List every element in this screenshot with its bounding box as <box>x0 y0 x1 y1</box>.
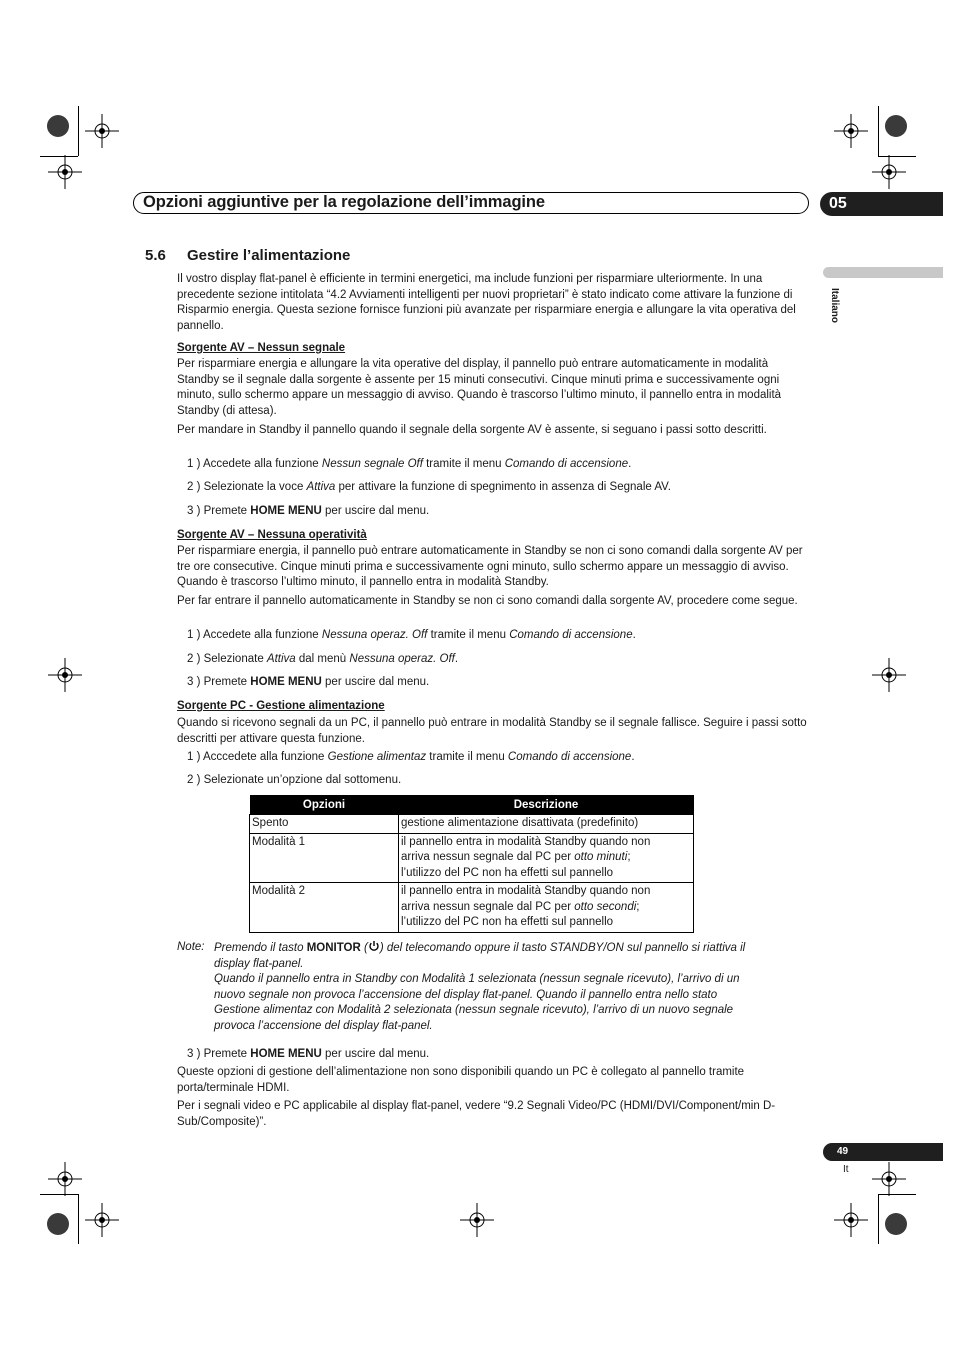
trim-line <box>40 156 78 157</box>
step-item: 3 ) Premete HOME MENU per uscire dal menu. <box>187 1048 430 1060</box>
registration-mark-icon <box>872 1162 906 1196</box>
table-row <box>250 815 694 834</box>
step-item: 1 ) Accedete alla funzione Nessuna operaz. Off tramite il menu Comando di accensione. <box>187 629 636 641</box>
description-cell: gestione alimentazione disattivata (predefinito) <box>399 815 694 834</box>
intro-paragraph: Il vostro display flat-panel è efficiente in termini energetici, ma include funzioni per risparmiare ulteriormente. In una precedente sezione intitolata “4.2 Avviamenti intelligenti per nuovi proprietari” è stato indicato come attivare la funzione di Risparmio energia. Questa sezione fornisce funzioni più avanzate per risparmiare energia e allungare la vita operativa del pannello. <box>177 273 796 332</box>
subheading-av-no-signal: Sorgente AV – Nessun segnale <box>177 342 346 354</box>
calibration-disc-icon <box>885 1213 907 1235</box>
page-language-code: It <box>843 1164 849 1175</box>
step-item: 3 ) Premete HOME MENU per uscire dal menu. <box>187 676 430 688</box>
calibration-disc-icon <box>47 1213 69 1235</box>
paragraph: Per risparmiare energia, il pannello può entrare automaticamente in Standby se non ci sono comandi dalla sorgente AV per tre ore consecutive. Cinque minuti prima e successivamente ogni minuto, sullo schermo appare un messaggio di avviso. Quando è trascorso l’ultimo minuto, il pannello entra in modalità Standby. <box>177 545 803 589</box>
table-row <box>250 833 694 883</box>
trim-line <box>878 156 916 157</box>
option-cell: Modalità 1 <box>250 833 399 883</box>
chapter-title: Opzioni aggiuntive per la regolazione dell’immagine <box>143 193 545 211</box>
registration-mark-icon <box>460 1203 494 1237</box>
calibration-disc-icon <box>885 115 907 137</box>
step-item: 1 ) Accedete alla funzione Nessun segnale Off tramite il menu Comando di accensione. <box>187 458 632 470</box>
registration-mark-icon <box>85 1203 119 1237</box>
registration-mark-icon <box>872 658 906 692</box>
trim-line <box>878 1194 879 1244</box>
paragraph: Quando si ricevono segnali da un PC, il pannello può entrare in modalità Standby se il segnale fallisce. Seguire i passi sotto descritti per attivare questa funzione. <box>177 717 807 745</box>
registration-mark-icon <box>872 155 906 189</box>
power-icon <box>368 940 380 952</box>
description-cell: il pannello entra in modalità Standby quando non arriva nessun segnale dal PC per otto secondi; l’utilizzo del PC non ha effetti sul pannello <box>399 883 694 933</box>
step-item: 2 ) Selezionate un’opzione dal sottomenu. <box>187 774 402 786</box>
table-header-row <box>250 795 694 815</box>
paragraph: Per risparmiare energia e allungare la vita operative del display, il pannello può entrare automaticamente in modalità Standby se il segnale dalla sorgente è assente per 15 minuti consecutivi. Cinque minuti prima e successivamente ogni minuto, sullo schermo appare un messaggio di avviso. Quando è trascorso l’ultimo minuto, il pannello entra in modalità Standby (di attesa). <box>177 358 782 417</box>
trim-line <box>78 1194 79 1244</box>
language-tab-bar <box>823 267 943 278</box>
section-heading <box>145 247 350 264</box>
column-header: Descrizione <box>399 795 694 815</box>
paragraph: Queste opzioni di gestione dell’alimentazione non sono disponibili quando un PC è collegato al pannello tramite porta/terminale HDMI. <box>177 1066 745 1094</box>
page-number: 49 <box>823 1143 943 1161</box>
subheading-pc-power: Sorgente PC - Gestione alimentazione <box>177 700 385 712</box>
registration-mark-icon <box>48 1162 82 1196</box>
paragraph: Per mandare in Standby il pannello quando il segnale della sorgente AV è assente, si seguano i passi sotto descritti. <box>177 424 767 436</box>
trim-line <box>78 106 79 156</box>
trim-line <box>878 106 879 156</box>
registration-mark-icon <box>834 1203 868 1237</box>
language-tab-label: Italiano <box>829 288 840 324</box>
paragraph: Per i segnali video e PC applicabile al display flat-panel, vedere “9.2 Segnali Video/PC (HDMI/DVI/Component/min D-Sub/Composite)”. <box>177 1100 776 1128</box>
calibration-disc-icon <box>47 115 69 137</box>
registration-mark-icon <box>48 658 82 692</box>
registration-mark-icon <box>834 114 868 148</box>
subheading-av-no-activity: Sorgente AV – Nessuna operatività <box>177 529 367 541</box>
step-item: 2 ) Selezionate Attiva dal menù Nessuna operaz. Off. <box>187 653 459 665</box>
note-label: Note: <box>177 941 205 953</box>
step-item: 3 ) Premete HOME MENU per uscire dal menu. <box>187 505 430 517</box>
note-text: Premendo il tasto MONITOR ( ) del telecomando oppure il tasto STANDBY/ON sul pannello si riattiva il display flat-panel. Quando il pannello entra in Standby con Modalità 1 selezionata (nessun segnale ricevuto), l’arrivo di un nuovo segnale non provoca l’accensione del display flat-panel. Quando il pannello entra nello stato Gestione alimentaz con Modalità 2 selezionata (nessun segnale ricevuto), l’arrivo di un nuovo segnale provoca l’accensione del display flat-panel. <box>214 942 746 1032</box>
registration-mark-icon <box>85 114 119 148</box>
option-cell: Spento <box>250 815 399 834</box>
section-title: Gestire l’alimentazione <box>187 247 351 264</box>
table-row <box>250 883 694 933</box>
option-cell: Modalità 2 <box>250 883 399 933</box>
section-number: 5.6 <box>145 247 166 264</box>
options-table <box>249 795 694 933</box>
trim-line <box>40 1194 78 1195</box>
step-item: 1 ) Acccedete alla funzione Gestione alimentaz tramite il menu Comando di accensione. <box>187 751 635 763</box>
registration-mark-icon <box>48 155 82 189</box>
paragraph: Per far entrare il pannello automaticamente in Standby se non ci sono comandi dalla sorgente AV, procedere come segue. <box>177 595 798 607</box>
column-header: Opzioni <box>250 795 399 815</box>
description-cell: il pannello entra in modalità Standby quando non arriva nessun segnale dal PC per otto minuti; l’utilizzo del PC non ha effetti sul pannello <box>399 833 694 883</box>
step-item: 2 ) Selezionate la voce Attiva per attivare la funzione di spegnimento in assenza di Segnale AV. <box>187 481 671 493</box>
chapter-number-tab: 05 <box>820 192 943 216</box>
trim-line <box>878 1194 916 1195</box>
